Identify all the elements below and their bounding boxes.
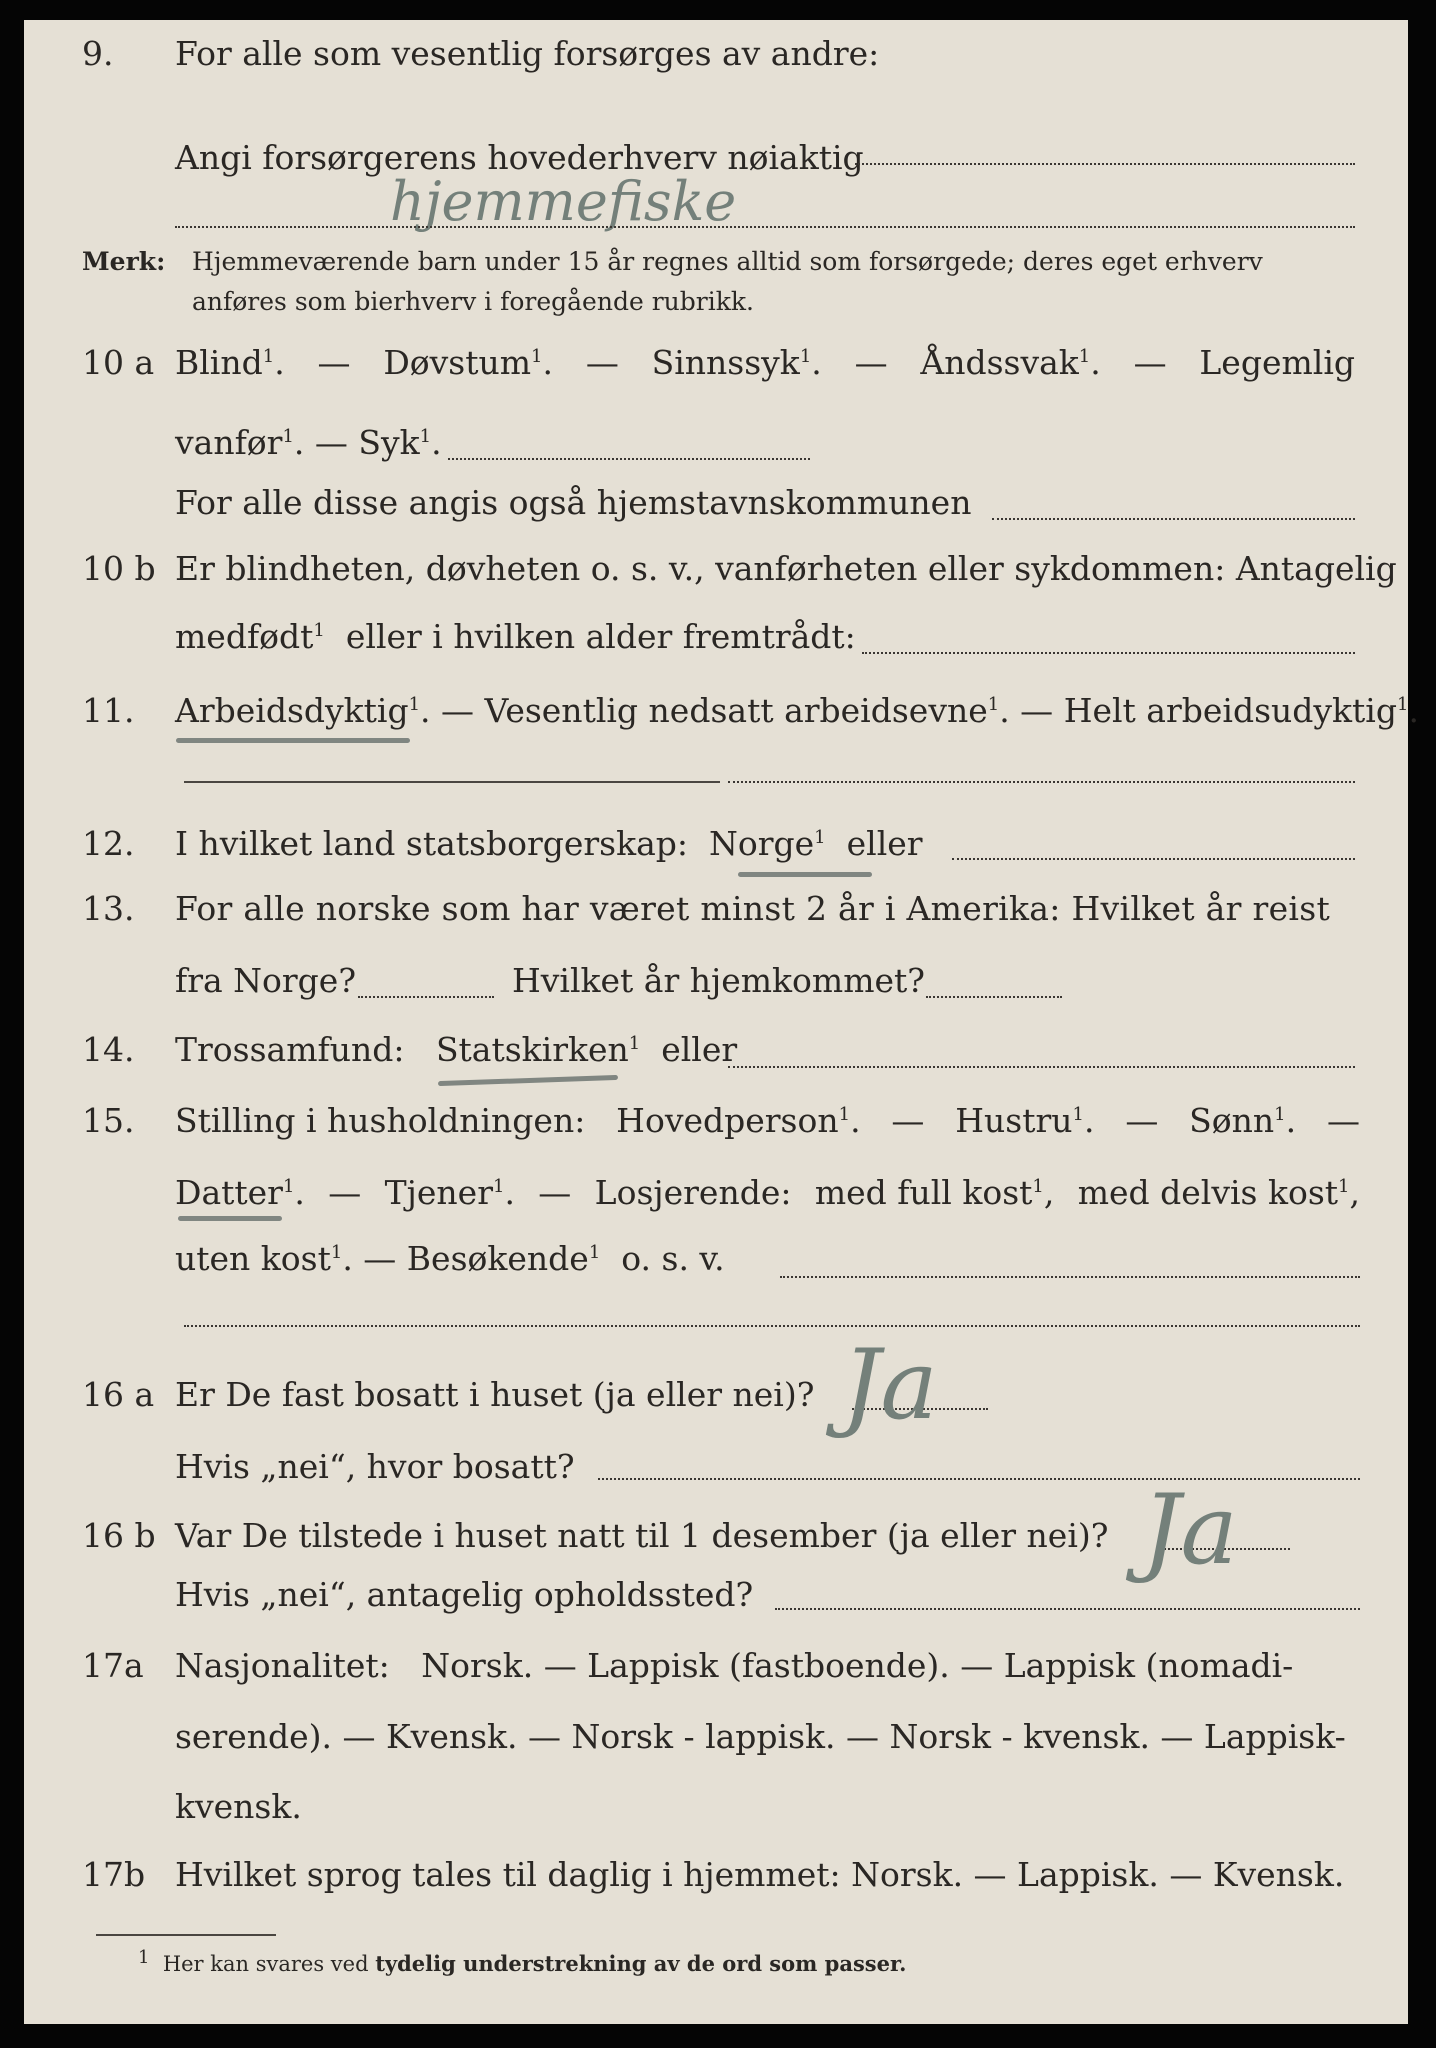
merk-line2: anføres som bierhverv i foregående rubrikk. — [192, 287, 754, 316]
q11-line1: Arbeidsdyktig$^1$. — Vesentlig nedsatt arbeidsevne$^1$. — Helt arbeidsudyktig$^1$. — [175, 691, 1419, 730]
q16b-number: 16 b — [82, 1516, 156, 1555]
q17a-line2: serende). — Kvensk. — Norsk - lappisk. — Norsk - kvensk. — Lappisk- — [175, 1717, 1346, 1756]
q10a-hjemstavn-line[interactable] — [992, 518, 1355, 520]
q11-answer-line-b[interactable] — [728, 781, 1355, 783]
q9-line1: For alle som vesentlig forsørges av andre: — [175, 34, 880, 73]
q16a-number: 16 a — [82, 1375, 155, 1414]
q9-answer-line[interactable] — [855, 163, 1355, 165]
opt-legemlig[interactable]: Legemlig — [1199, 343, 1355, 382]
footnote-rule — [96, 1934, 276, 1936]
q15-line1: Stilling i husholdningen: Hovedperson$^1$. — Hustru$^1$. — Sønn$^1$. — — [175, 1101, 1360, 1140]
q17b-number: 17b — [82, 1855, 146, 1894]
opt-tjener[interactable]: Tjener — [384, 1173, 493, 1212]
q10a-line3: For alle disse angis også hjemstavnskommunen — [175, 483, 972, 522]
q9-handwritten-answer: hjemmefiske — [390, 170, 737, 233]
q10a-line1: Blind$^1$. — Døvstum$^1$. — Sinnssyk$^1$. — Åndssvak$^1$. — Legemlig — [175, 343, 1355, 382]
q14-number: 14. — [82, 1030, 135, 1069]
q13-reist-line[interactable] — [358, 996, 494, 998]
q12-answer-line[interactable] — [952, 858, 1355, 860]
q17a-line3: kvensk. — [175, 1787, 302, 1826]
q9-number: 9. — [82, 34, 114, 73]
merk-label: Merk: — [82, 247, 166, 276]
q13-line2b: Hvilket år hjemkommet? — [512, 961, 925, 1000]
q16b-line1: Var De tilstede i huset natt til 1 desember (ja eller nei)? — [175, 1516, 1109, 1555]
q16a-line2: Hvis „nei“, hvor bosatt? — [175, 1447, 575, 1486]
opt-andssvak[interactable]: Åndssvak — [920, 343, 1079, 382]
opt-nedsatt-arbeidsevne[interactable]: Vesentlig nedsatt arbeidsevne — [484, 691, 988, 730]
q14-answer-line[interactable] — [728, 1066, 1355, 1068]
opt-medfodt[interactable]: medfødt — [175, 617, 314, 656]
q10b-line2: medfødt$^1$ eller i hvilken alder fremtrådt: — [175, 617, 856, 656]
opt-dovstum[interactable]: Døvstum — [383, 343, 532, 382]
q14-line: Trossamfund: Statskirken$^1$ eller — [175, 1030, 738, 1069]
merk-line1: Hjemmeværende barn under 15 år regnes alltid som forsørgede; deres eget erhverv — [192, 247, 1263, 276]
q15-line3: uten kost$^1$. — Besøkende$^1$ o. s. v. — [175, 1239, 725, 1278]
opt-arbeidsdyktig[interactable]: Arbeidsdyktig — [175, 691, 409, 730]
opt-sonn[interactable]: Sønn — [1189, 1101, 1275, 1140]
footnote: 1 Her kan svares ved tydelig understrekning av de ord som passer. — [138, 1947, 907, 1976]
opt-full-kost[interactable]: med full kost — [814, 1173, 1033, 1212]
q10a-line2: vanfør$^1$. — Syk$^1$. — [175, 423, 442, 462]
opt-sinnssyk[interactable]: Sinnssyk — [651, 343, 800, 382]
opt-syk[interactable]: Syk — [358, 423, 420, 462]
opt-datter[interactable]: Datter — [175, 1173, 283, 1212]
opt-delvis-kost[interactable]: med delvis kost — [1077, 1173, 1339, 1212]
opt-arbeidsudyktig[interactable]: Helt arbeidsudyktig — [1063, 691, 1397, 730]
q11-number: 11. — [82, 691, 135, 730]
q10b-answer-line[interactable] — [862, 652, 1355, 654]
q16a-handwritten-answer: Ja — [842, 1329, 938, 1441]
q9-line2: Angi forsørgerens hovederhverv nøiaktig — [175, 138, 864, 177]
q16b-opholdssted-line[interactable] — [775, 1608, 1360, 1610]
opt-hustru[interactable]: Hustru — [955, 1101, 1073, 1140]
opt-vanfor[interactable]: vanfør — [175, 423, 283, 462]
q17a-line1: Nasjonalitet: Norsk. — Lappisk (fastboende). — Lappisk (nomadi- — [175, 1646, 1294, 1685]
opt-blind[interactable]: Blind — [175, 343, 263, 382]
q9-answer-line-2[interactable] — [175, 226, 1355, 228]
q13-hjemkommet-line[interactable] — [926, 996, 1062, 998]
q11-handwritten-underline — [176, 738, 410, 743]
q15-answer-line-2[interactable] — [184, 1325, 1360, 1327]
opt-norge[interactable]: Norge — [709, 824, 815, 863]
q10a-answer-line[interactable] — [448, 458, 810, 460]
q16b-line2: Hvis „nei“, antagelig opholdssted? — [175, 1575, 754, 1614]
q11-answer-line-a[interactable] — [184, 781, 720, 783]
opt-statskirken[interactable]: Statskirken — [435, 1030, 629, 1069]
opt-uten-kost[interactable]: uten kost — [175, 1239, 331, 1278]
q12-number: 12. — [82, 824, 135, 863]
q12-handwritten-underline — [738, 872, 872, 877]
q17a-number: 17a — [82, 1646, 144, 1685]
q13-line1: For alle norske som har været minst 2 år i Amerika: Hvilket år reist — [175, 889, 1331, 928]
q15-answer-line[interactable] — [780, 1276, 1360, 1278]
q10b-line1: Er blindheten, døvheten o. s. v., vanførheten eller sykdommen: Antagelig — [175, 549, 1397, 588]
q15-handwritten-underline — [178, 1216, 282, 1221]
q16a-line1: Er De fast bosatt i huset (ja eller nei)? — [175, 1375, 815, 1414]
q17b-line1: Hvilket sprog tales til daglig i hjemmet: Norsk. — Lappisk. — Kvensk. — [175, 1855, 1345, 1894]
q15-line2: Datter$^1$. — Tjener$^1$. — Losjerende: med full kost$^1$, med delvis kost$^1$, — [175, 1173, 1360, 1212]
q16b-handwritten-answer: Ja — [1142, 1474, 1238, 1586]
opt-besokende[interactable]: Besøkende — [406, 1239, 589, 1278]
q16a-bosatt-line[interactable] — [598, 1478, 1360, 1480]
q13-number: 13. — [82, 889, 135, 928]
q15-number: 15. — [82, 1101, 135, 1140]
opt-hovedperson[interactable]: Hovedperson — [616, 1101, 839, 1140]
q12-line: I hvilket land statsborgerskap: Norge$^1$ eller — [175, 824, 923, 863]
q10a-number: 10 a — [82, 343, 155, 382]
q13-line2a: fra Norge? — [175, 961, 357, 1000]
q10b-number: 10 b — [82, 549, 156, 588]
